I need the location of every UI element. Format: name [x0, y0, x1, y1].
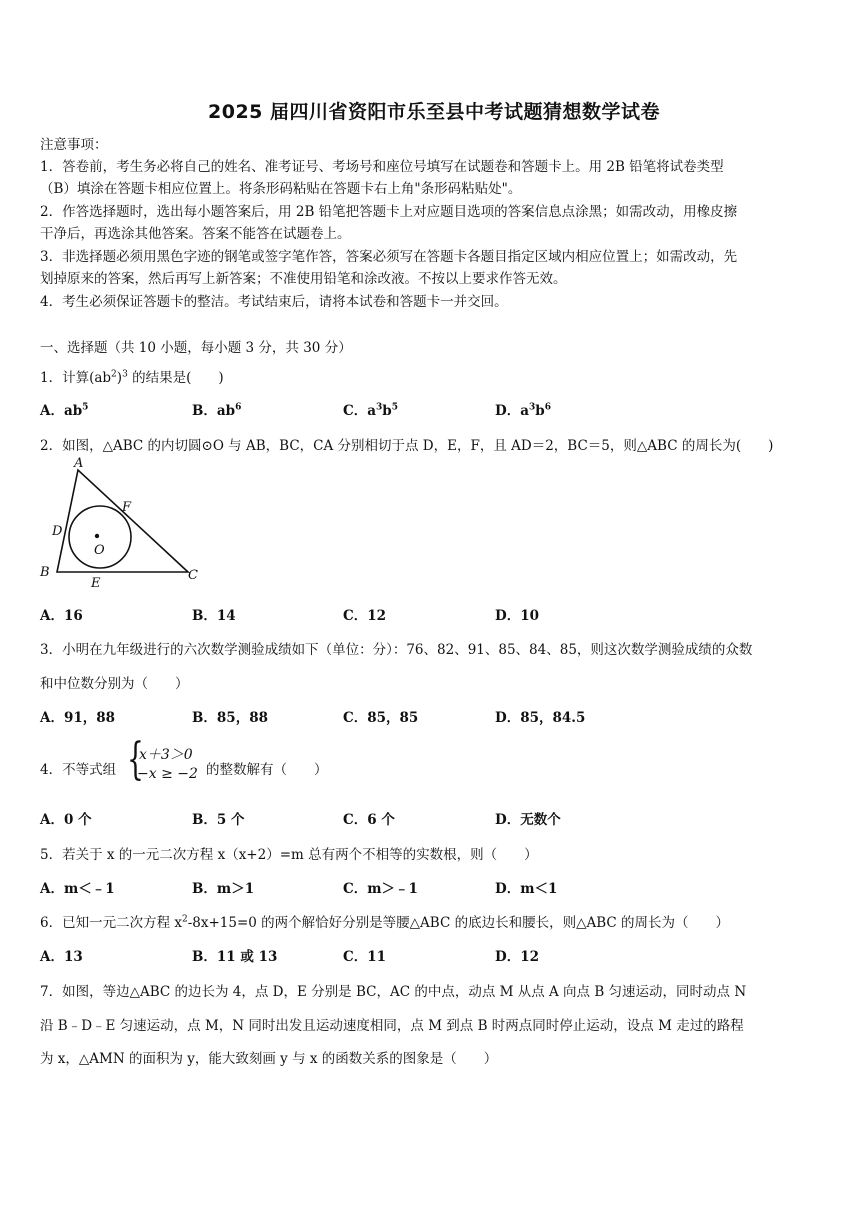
q4-inequality-2: −x ≥ −2: [137, 766, 198, 782]
q3-stem-line-2: 和中位数分别为（ ）: [40, 676, 189, 692]
section-heading: 一、选择题（共 10 小题，每小题 3 分，共 30 分）: [40, 340, 352, 356]
notice-line-1: 1．答卷前，考生务必将自己的姓名、准考证号、考场号和座位号填写在试题卷和答题卡上。用 2B 铅笔将试卷类型: [40, 159, 724, 175]
label-c: C: [188, 568, 198, 583]
brace-icon: {: [127, 734, 144, 785]
q5-option-a: A．m＜﹣1: [40, 881, 115, 897]
q6-stem: 6．已知一元二次方程 $x^2-8x+15=0$ 的两个解恰好分别是等腰△ABC 的底边长和腰长，则△ABC 的周长为（ ）: [40, 914, 730, 931]
q2-stem: 2．如图，△ABC 的内切圆⊙O 与 AB，BC，CA 分别相切于点 D，E，F，且 AD＝2，BC＝5，则△ABC 的周长为( ): [40, 438, 774, 454]
q1-option-c: C．$a^3b^5$: [343, 402, 398, 419]
notice-line-2: （B）填涂在答题卡相应位置上。将条形码粘贴在答题卡右上角"条形码粘贴处"。: [40, 181, 522, 197]
q4-option-c: C．6 个: [343, 812, 395, 828]
q3-option-c: C．85，85: [343, 710, 419, 726]
q5-stem: 5．若关于 x 的一元二次方程 x（x+2）=m 总有两个不相等的实数根，则（ ）: [40, 847, 538, 863]
notice-line-3: 2．作答选择题时，选出每小题答案后，用 2B 铅笔把答题卡上对应题目选项的答案信息点涂黑；如需改动，用橡皮擦: [40, 204, 738, 220]
label-f: F: [122, 500, 132, 515]
q5-option-b: B．m＞1: [192, 881, 255, 897]
q1-option-b: B．$ab^6$: [192, 402, 242, 419]
q6-option-d: D．12: [495, 949, 539, 965]
notice-line-6: 划掉原来的答案，然后再写上新答案；不准使用铅笔和涂改液。不按以上要求作答无效。: [40, 271, 567, 287]
page-title: 2025 届四川省资阳市乐至县中考试题猜想数学试卷: [208, 101, 660, 123]
label-e: E: [91, 576, 101, 588]
q3-option-a: A．91，88: [40, 710, 116, 726]
q2-option-a: A．16: [40, 608, 83, 624]
q5-option-d: D．m＜1: [495, 881, 558, 897]
q4-option-b: B．5 个: [192, 812, 245, 828]
q3-option-b: B．85，88: [192, 710, 268, 726]
q5-option-c: C．m＞﹣1: [343, 881, 418, 897]
label-o: O: [94, 543, 105, 558]
notice-line-5: 3．非选择题必须用黑色字迹的钢笔或签字笔作答，答案必须写在答题卡各题目指定区域内相应位置上；如需改动，先: [40, 249, 738, 265]
q4-inequality-system: [127, 734, 201, 790]
q1-option-d: D．$a^3b^6$: [495, 402, 551, 419]
q7-stem-line-3: 为 x，△AMN 的面积为 y，能大致刻画 y 与 x 的函数关系的图象是（ ）: [40, 1051, 498, 1067]
q3-stem-line-1: 3．小明在九年级进行的六次数学测验成绩如下（单位：分）：76、82、91、85、84、85，则这次数学测验成绩的众数: [40, 642, 753, 658]
q6-option-a: A．13: [40, 949, 83, 965]
q6-option-b: B．11 或 13: [192, 949, 278, 965]
q4-suffix: 的整数解有（ ）: [206, 762, 328, 778]
q4-option-d: D．无数个: [495, 812, 561, 828]
q7-stem-line-1: 7．如图，等边△ABC 的边长为 4，点 D，E 分别是 BC，AC 的中点，动点 M 从点 A 向点 B 匀速运动，同时动点 N: [40, 984, 747, 1000]
label-b: B: [40, 565, 50, 580]
q2-option-b: B．14: [192, 608, 236, 624]
label-d: D: [52, 524, 63, 539]
incircle-o: [69, 506, 131, 568]
q4-option-a: A．0 个: [40, 812, 92, 828]
q7-stem-line-2: 沿 B﹣D﹣E 匀速运动，点 M，N 同时出发且运动速度相同，点 M 到点 B 时两点同时停止运动，设点 M 走过的路程: [40, 1018, 744, 1034]
q2-figure-incircle-triangle: [36, 456, 206, 588]
q4-prefix: 4．不等式组: [40, 762, 117, 778]
q1-stem: 1．计算$(ab^2)^3$ 的结果是( ): [40, 369, 224, 386]
q4-inequality-1: x＋3＞0: [139, 747, 193, 763]
notice-line-7: 4．考生必须保证答题卡的整洁。考试结束后，请将本试卷和答题卡一并交回。: [40, 294, 508, 310]
q6-option-c: C．11: [343, 949, 387, 965]
q2-option-d: D．10: [495, 608, 539, 624]
notice-heading: 注意事项：: [40, 137, 108, 153]
label-a: A: [74, 456, 84, 471]
center-point-o: [95, 534, 99, 538]
q2-option-c: C．12: [343, 608, 387, 624]
notice-line-4: 干净后，再选涂其他答案。答案不能答在试题卷上。: [40, 226, 351, 242]
q3-option-d: D．85，84.5: [495, 710, 586, 726]
q1-option-a: A．$ab^5$: [40, 402, 89, 419]
